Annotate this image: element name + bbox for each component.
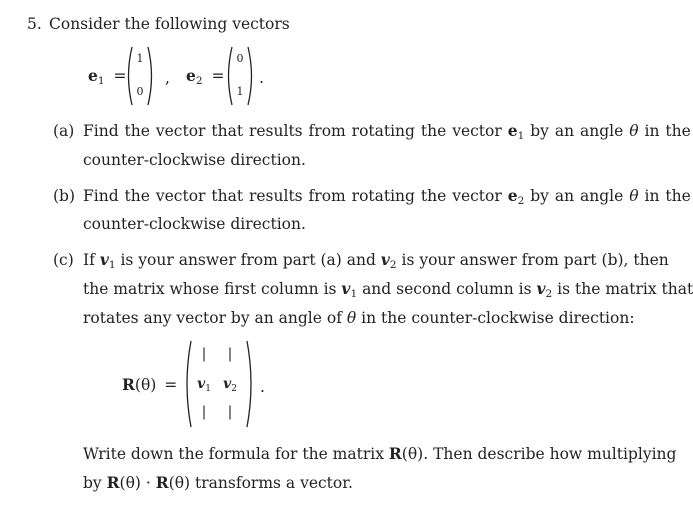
bar-bottom-2: |: [227, 404, 233, 420]
e1-top: 1: [136, 52, 144, 65]
closing-line1: Write down the formula for the matrix R(θ). Then describe how multiplying: [83, 444, 677, 463]
closing-line2: by R(θ) · R(θ) transforms a vector.: [83, 473, 353, 492]
e2-column-vector: [224, 46, 256, 106]
right-paren-icon: [147, 46, 156, 106]
e2-label: e2 =: [186, 66, 225, 87]
part-c-line3: rotates any vector by an angle of θ in the counter-clockwise direction:: [83, 309, 635, 327]
matrix-period: .: [260, 378, 265, 396]
problem-number: 5.: [27, 15, 42, 33]
bar-bottom-1: |: [201, 404, 207, 420]
problem-intro: Consider the following vectors: [49, 15, 290, 33]
vectors-comma: ,: [165, 69, 170, 87]
bar-top-2: |: [227, 346, 233, 362]
part-c-label: (c): [53, 251, 74, 269]
rotation-matrix: [182, 340, 256, 428]
part-c-line1: If v1 is your answer from part (a) and v2 is your answer from part (b), then: [83, 250, 669, 271]
column-v1: $v_1$: [197, 376, 211, 394]
vectors-period: .: [259, 69, 264, 87]
right-paren-icon: [246, 340, 256, 428]
part-b-label: (b): [53, 187, 76, 205]
part-a-line2: counter-clockwise direction.: [83, 151, 306, 169]
e1-bottom: 0: [136, 85, 144, 98]
part-b-line2: counter-clockwise direction.: [83, 215, 306, 233]
right-paren-icon: [247, 46, 256, 106]
e2-top: 0: [236, 52, 244, 65]
left-paren-icon: [182, 340, 192, 428]
part-a-label: (a): [53, 122, 75, 140]
e1-label: e1 =: [88, 66, 127, 87]
e2-bottom: 1: [236, 85, 244, 98]
part-b-line1: Find the vector that results from rotating the vector e2 by an angle θ in the: [83, 186, 691, 207]
part-a-line1: Find the vector that results from rotating the vector e1 by an angle θ in the: [83, 121, 691, 142]
e1-column-vector: [124, 46, 156, 106]
bar-top-1: |: [201, 346, 207, 362]
column-v2: $v_2$: [223, 376, 237, 394]
matrix-label: R(θ) =: [122, 375, 178, 394]
part-c-line2: the matrix whose first column is v1 and second column is v2 is the matrix that: [83, 279, 693, 300]
